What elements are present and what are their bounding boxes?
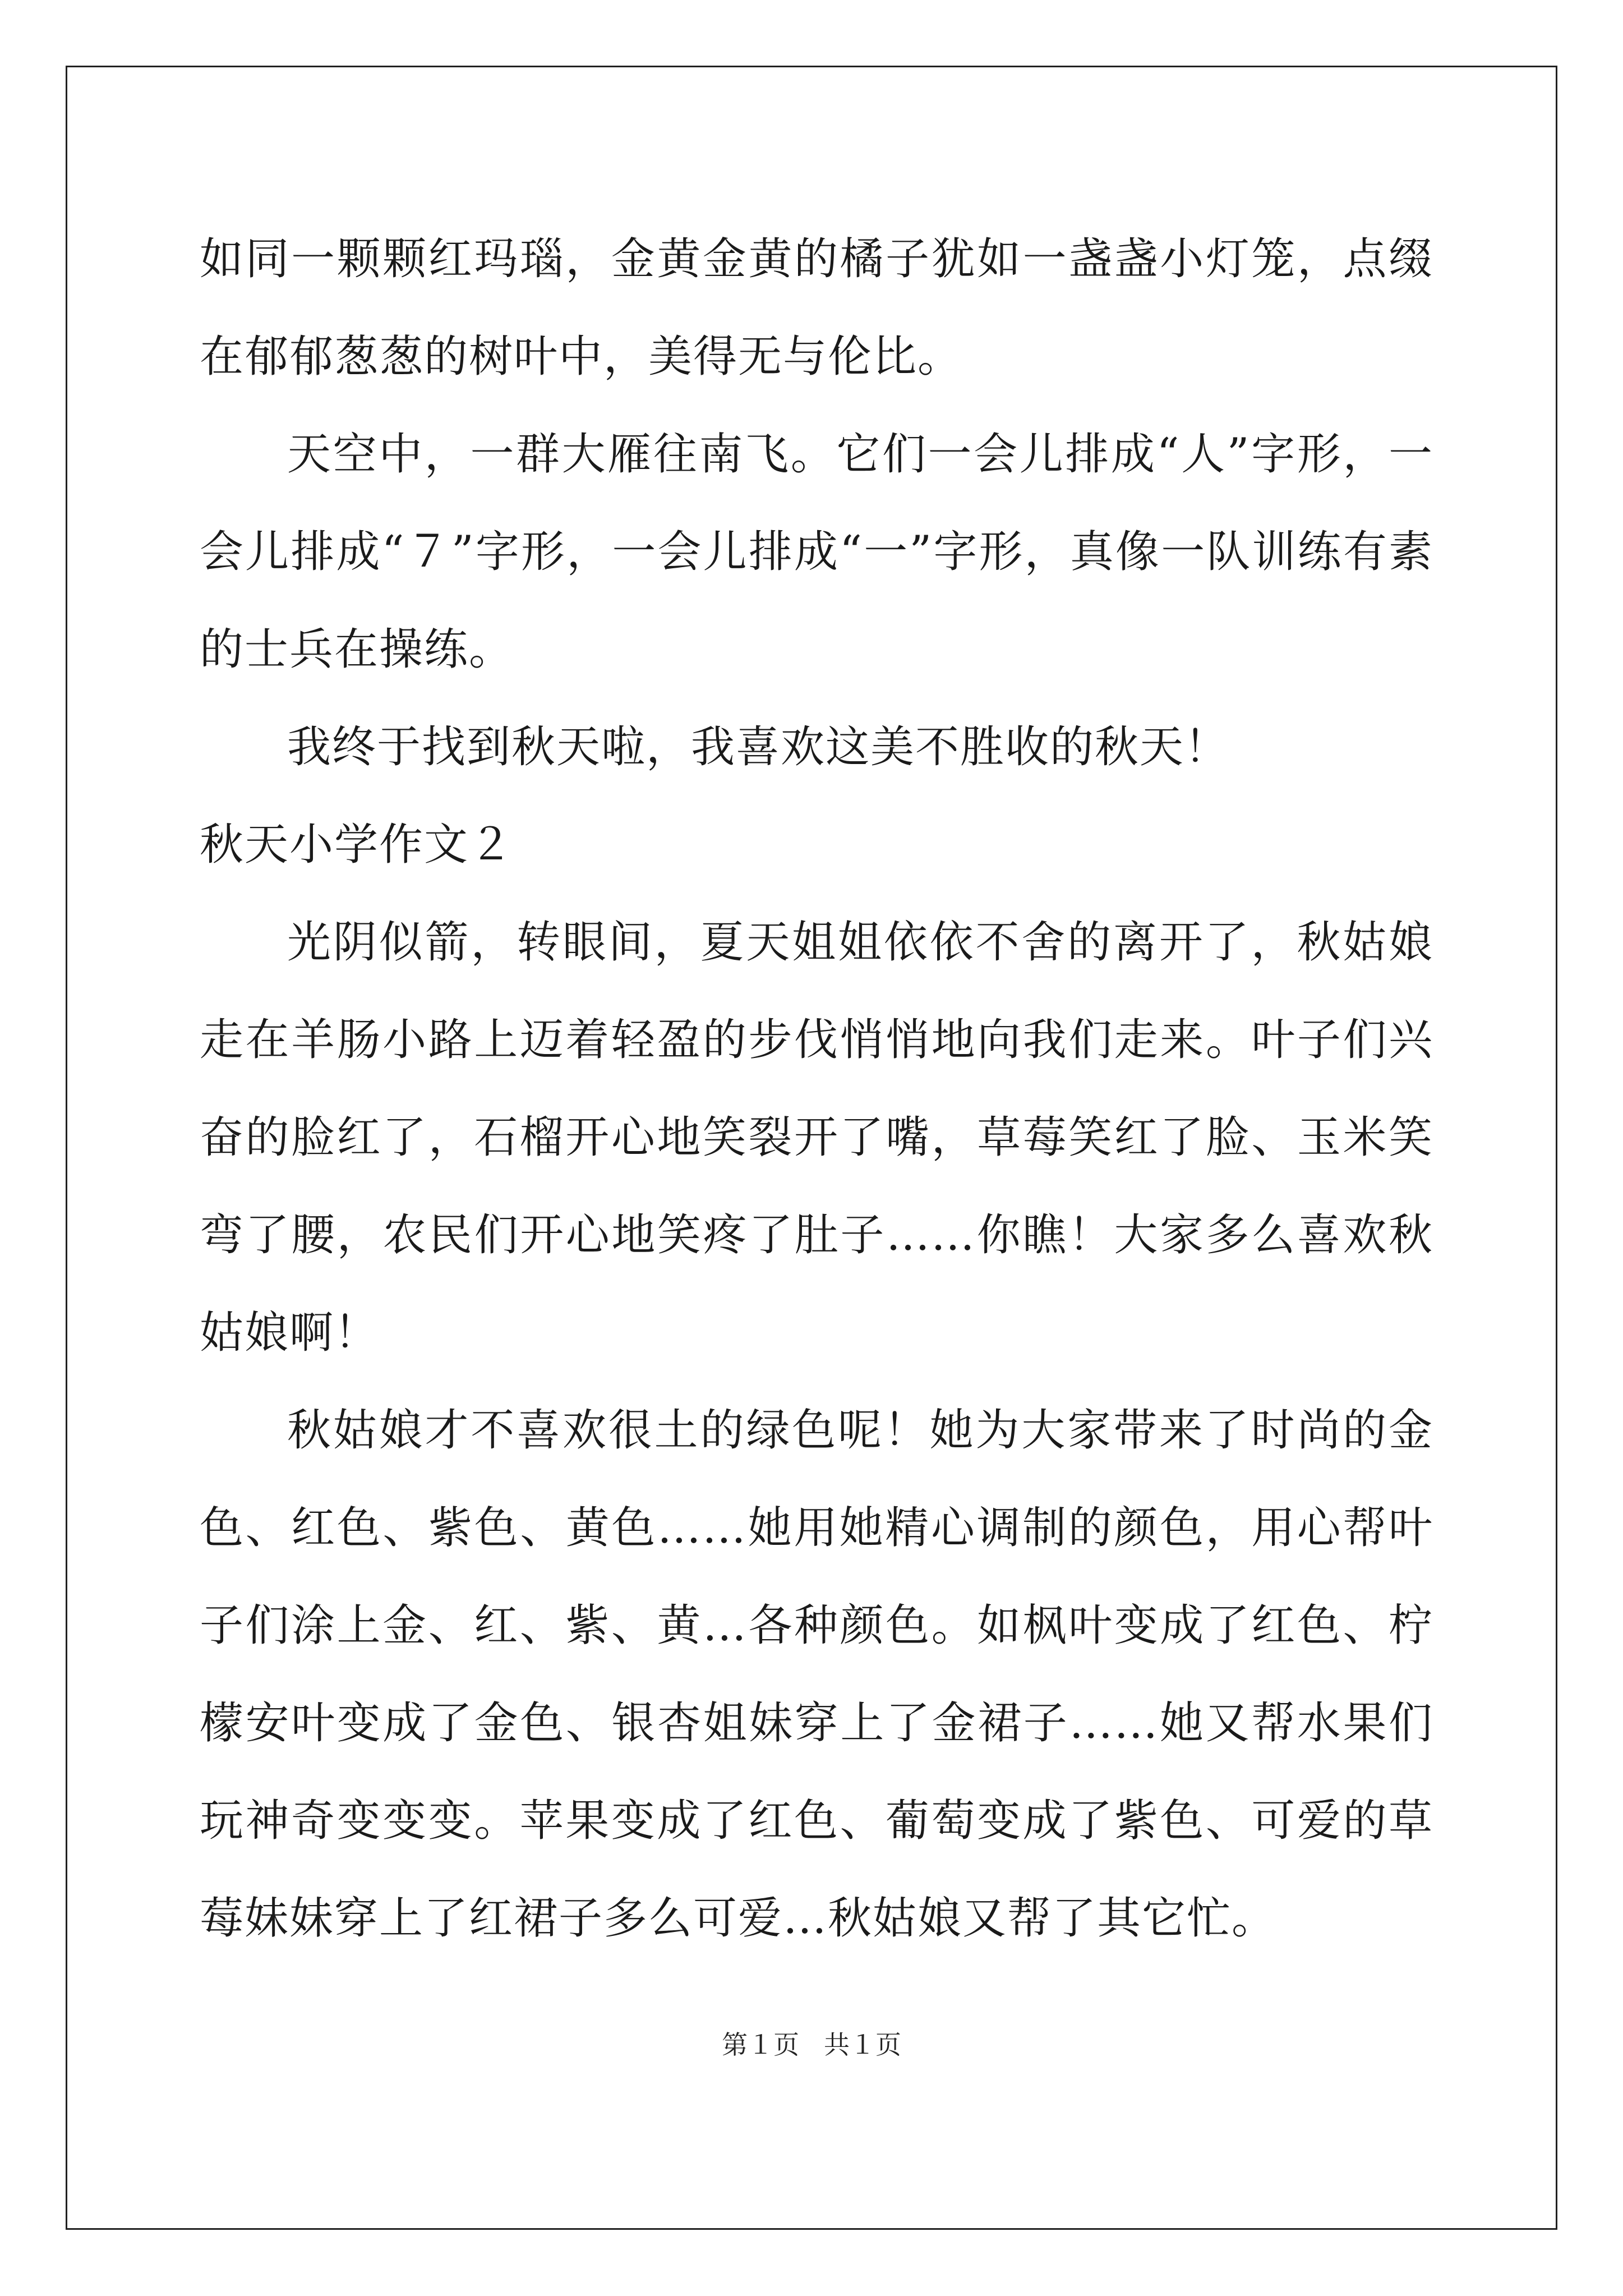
paragraph-2: 天空中，一群大雁往南飞。它们一会儿排成“人”字形，一会儿排成“７”字形，一会儿排成“一”字形，真像一队训练有素的士兵在操练。	[200, 429, 1433, 675]
section-heading: 秋天小学作文２	[200, 820, 514, 870]
page-footer	[0, 2028, 1623, 2062]
paragraph-5: 秋姑娘才不喜欢很土的绿色呢！她为大家带来了时尚的金色、红色、紫色、黄色……她用她精心调制的颜色，用心帮叶子们涂上金、红、紫、黄…各种颜色。如枫叶变成了红色、柠檬安叶变成了金色、银杏姐妹穿上了金裙子……她又帮水果们玩神奇变变变。苹果变成了红色、葡萄变成了紫色、可爱的草莓妹妹穿上了红裙子多么可爱…秋姑娘又帮了其它忙。	[200, 1405, 1433, 1944]
paragraph-1: 如同一颗颗红玛瑙，金黄金黄的橘子犹如一盏盏小灯笼，点缀在郁郁葱葱的树叶中，美得无与伦比。	[200, 234, 1433, 382]
paragraph-4: 光阴似箭，转眼间，夏天姐姐依依不舍的离开了，秋姑娘走在羊肠小路上迈着轻盈的步伐悄悄地向我们走来。叶子们兴奋的脸红了，石榴开心地笑裂开了嘴，草莓笑红了脸、玉米笑弯了腰，农民们开心地笑疼了肚子……你瞧！大家多么喜欢秋姑娘啊！	[200, 917, 1433, 1358]
document-body	[200, 210, 1433, 1967]
page-total: 共１页	[823, 2030, 901, 2060]
page-number: 第１页	[722, 2030, 800, 2060]
paragraph-3: 我终于找到秋天啦，我喜欢这美不胜收的秋天！	[287, 722, 1230, 772]
